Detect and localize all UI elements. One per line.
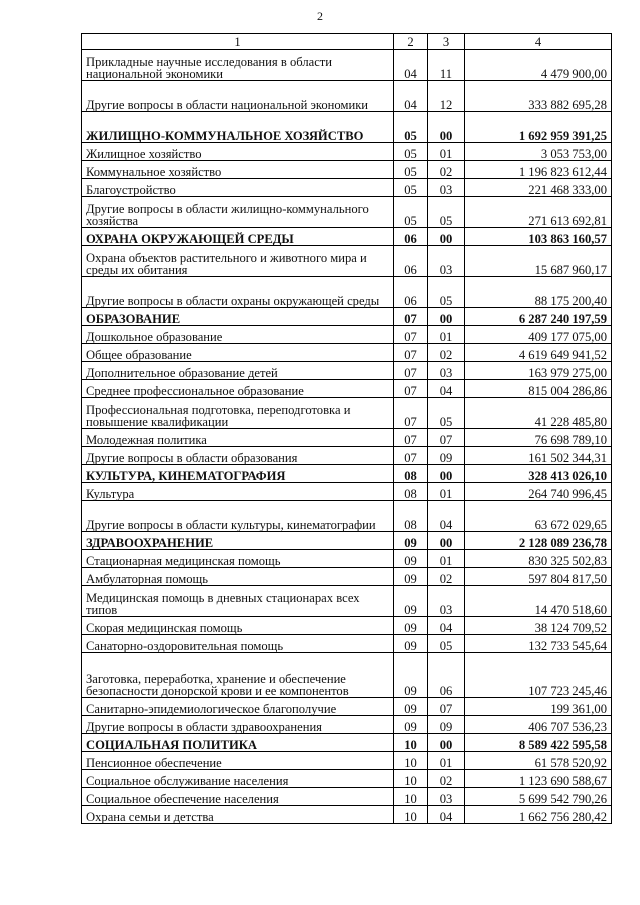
row-amount: 63 672 029,65 bbox=[465, 501, 612, 532]
table-row bbox=[82, 277, 612, 308]
row-amount: 5 699 542 790,26 bbox=[465, 788, 612, 806]
row-subsection-code: 05 bbox=[428, 635, 465, 653]
table-row bbox=[82, 161, 612, 179]
row-name: Другие вопросы в области образования bbox=[82, 447, 394, 465]
row-subsection-code: 01 bbox=[428, 326, 465, 344]
row-subsection-code: 06 bbox=[428, 653, 465, 698]
row-name: СОЦИАЛЬНАЯ ПОЛИТИКА bbox=[82, 734, 394, 752]
row-subsection-code: 00 bbox=[428, 532, 465, 550]
row-section-code: 07 bbox=[394, 326, 428, 344]
row-section-code: 05 bbox=[394, 197, 428, 228]
section-row bbox=[82, 734, 612, 752]
row-section-code: 09 bbox=[394, 653, 428, 698]
row-name: КУЛЬТУРА, КИНЕМАТОГРАФИЯ bbox=[82, 465, 394, 483]
row-amount: 163 979 275,00 bbox=[465, 362, 612, 380]
row-subsection-code: 03 bbox=[428, 788, 465, 806]
row-name: Жилищное хозяйство bbox=[82, 143, 394, 161]
table-row bbox=[82, 617, 612, 635]
table-row bbox=[82, 362, 612, 380]
row-name: Благоустройство bbox=[82, 179, 394, 197]
row-section-code: 06 bbox=[394, 246, 428, 277]
row-name: Скорая медицинская помощь bbox=[82, 617, 394, 635]
table-row bbox=[82, 501, 612, 532]
row-name: ОХРАНА ОКРУЖАЮЩЕЙ СРЕДЫ bbox=[82, 228, 394, 246]
row-subsection-code: 00 bbox=[428, 112, 465, 143]
row-amount: 333 882 695,28 bbox=[465, 81, 612, 112]
row-section-code: 09 bbox=[394, 617, 428, 635]
row-section-code: 09 bbox=[394, 532, 428, 550]
row-subsection-code: 01 bbox=[428, 550, 465, 568]
table-row bbox=[82, 246, 612, 277]
table-row bbox=[82, 716, 612, 734]
row-name: Другие вопросы в области охраны окружающей среды bbox=[82, 277, 394, 308]
row-amount: 1 692 959 391,25 bbox=[465, 112, 612, 143]
row-subsection-code: 02 bbox=[428, 568, 465, 586]
header-row bbox=[82, 34, 612, 50]
row-amount: 61 578 520,92 bbox=[465, 752, 612, 770]
row-amount: 103 863 160,57 bbox=[465, 228, 612, 246]
row-section-code: 10 bbox=[394, 770, 428, 788]
row-amount: 3 053 753,00 bbox=[465, 143, 612, 161]
row-name: Другие вопросы в области здравоохранения bbox=[82, 716, 394, 734]
row-name: Пенсионное обеспечение bbox=[82, 752, 394, 770]
row-name: Дошкольное образование bbox=[82, 326, 394, 344]
row-name: Молодежная политика bbox=[82, 429, 394, 447]
row-amount: 88 175 200,40 bbox=[465, 277, 612, 308]
row-name: Общее образование bbox=[82, 344, 394, 362]
row-amount: 328 413 026,10 bbox=[465, 465, 612, 483]
row-name: Прикладные научные исследования в области национальной экономики bbox=[82, 50, 394, 81]
row-subsection-code: 03 bbox=[428, 362, 465, 380]
table-row bbox=[82, 398, 612, 429]
row-name: Амбулаторная помощь bbox=[82, 568, 394, 586]
table-row bbox=[82, 635, 612, 653]
row-subsection-code: 02 bbox=[428, 344, 465, 362]
table-row bbox=[82, 483, 612, 501]
row-name: Культура bbox=[82, 483, 394, 501]
row-section-code: 09 bbox=[394, 635, 428, 653]
row-name: Санитарно-эпидемиологическое благополучие bbox=[82, 698, 394, 716]
row-subsection-code: 00 bbox=[428, 465, 465, 483]
row-name: Среднее профессиональное образование bbox=[82, 380, 394, 398]
row-subsection-code: 03 bbox=[428, 586, 465, 617]
row-subsection-code: 03 bbox=[428, 179, 465, 197]
row-section-code: 09 bbox=[394, 698, 428, 716]
row-subsection-code: 00 bbox=[428, 228, 465, 246]
row-name: ЖИЛИЩНО-КОММУНАЛЬНОЕ ХОЗЯЙСТВО bbox=[82, 112, 394, 143]
table-row bbox=[82, 586, 612, 617]
row-subsection-code: 07 bbox=[428, 698, 465, 716]
row-subsection-code: 05 bbox=[428, 197, 465, 228]
row-section-code: 07 bbox=[394, 398, 428, 429]
row-subsection-code: 04 bbox=[428, 501, 465, 532]
row-amount: 199 361,00 bbox=[465, 698, 612, 716]
row-subsection-code: 00 bbox=[428, 734, 465, 752]
row-name: Социальное обеспечение населения bbox=[82, 788, 394, 806]
row-amount: 221 468 333,00 bbox=[465, 179, 612, 197]
row-section-code: 09 bbox=[394, 550, 428, 568]
row-amount: 406 707 536,23 bbox=[465, 716, 612, 734]
row-subsection-code: 09 bbox=[428, 447, 465, 465]
row-subsection-code: 12 bbox=[428, 81, 465, 112]
row-name: Охрана семьи и детства bbox=[82, 806, 394, 824]
row-subsection-code: 04 bbox=[428, 806, 465, 824]
row-name: Стационарная медицинская помощь bbox=[82, 550, 394, 568]
row-name: Дополнительное образование детей bbox=[82, 362, 394, 380]
row-section-code: 07 bbox=[394, 429, 428, 447]
row-amount: 38 124 709,52 bbox=[465, 617, 612, 635]
header-col-2: 2 bbox=[394, 34, 428, 50]
table-row bbox=[82, 143, 612, 161]
row-section-code: 08 bbox=[394, 483, 428, 501]
row-subsection-code: 01 bbox=[428, 752, 465, 770]
row-name: Охрана объектов растительного и животного мира и среды их обитания bbox=[82, 246, 394, 277]
row-amount: 271 613 692,81 bbox=[465, 197, 612, 228]
row-name: Профессиональная подготовка, переподготовка и повышение квалификации bbox=[82, 398, 394, 429]
row-name: Коммунальное хозяйство bbox=[82, 161, 394, 179]
row-name: ЗДРАВООХРАНЕНИЕ bbox=[82, 532, 394, 550]
row-section-code: 07 bbox=[394, 308, 428, 326]
row-section-code: 06 bbox=[394, 277, 428, 308]
row-subsection-code: 04 bbox=[428, 380, 465, 398]
table-row bbox=[82, 550, 612, 568]
row-subsection-code: 02 bbox=[428, 161, 465, 179]
row-amount: 1 123 690 588,67 bbox=[465, 770, 612, 788]
section-row bbox=[82, 308, 612, 326]
table-row bbox=[82, 788, 612, 806]
row-subsection-code: 05 bbox=[428, 398, 465, 429]
row-amount: 1 662 756 280,42 bbox=[465, 806, 612, 824]
row-section-code: 07 bbox=[394, 447, 428, 465]
table-body bbox=[82, 50, 612, 824]
section-row bbox=[82, 465, 612, 483]
row-section-code: 06 bbox=[394, 228, 428, 246]
row-name: Социальное обслуживание населения bbox=[82, 770, 394, 788]
row-name: ОБРАЗОВАНИЕ bbox=[82, 308, 394, 326]
table-row bbox=[82, 698, 612, 716]
row-amount: 4 479 900,00 bbox=[465, 50, 612, 81]
page-number: 2 bbox=[317, 9, 323, 23]
row-amount: 264 740 996,45 bbox=[465, 483, 612, 501]
table-row bbox=[82, 50, 612, 81]
row-subsection-code: 07 bbox=[428, 429, 465, 447]
table-row bbox=[82, 429, 612, 447]
section-row bbox=[82, 228, 612, 246]
row-section-code: 07 bbox=[394, 362, 428, 380]
header-col-4: 4 bbox=[465, 34, 612, 50]
row-name: Другие вопросы в области культуры, кинематографии bbox=[82, 501, 394, 532]
row-amount: 161 502 344,31 bbox=[465, 447, 612, 465]
table-row bbox=[82, 653, 612, 698]
row-amount: 830 325 502,83 bbox=[465, 550, 612, 568]
row-name: Другие вопросы в области национальной экономики bbox=[82, 81, 394, 112]
table-row bbox=[82, 770, 612, 788]
row-amount: 15 687 960,17 bbox=[465, 246, 612, 277]
row-section-code: 05 bbox=[394, 112, 428, 143]
row-section-code: 10 bbox=[394, 734, 428, 752]
table-row bbox=[82, 568, 612, 586]
row-section-code: 10 bbox=[394, 788, 428, 806]
table-row bbox=[82, 344, 612, 362]
row-name: Заготовка, переработка, хранение и обеспечение безопасности донорской крови и ее компонентов bbox=[82, 653, 394, 698]
budget-table bbox=[81, 33, 612, 824]
row-amount: 132 733 545,64 bbox=[465, 635, 612, 653]
row-amount: 409 177 075,00 bbox=[465, 326, 612, 344]
row-section-code: 05 bbox=[394, 161, 428, 179]
row-amount: 8 589 422 595,58 bbox=[465, 734, 612, 752]
row-amount: 14 470 518,60 bbox=[465, 586, 612, 617]
table-row bbox=[82, 806, 612, 824]
row-section-code: 05 bbox=[394, 179, 428, 197]
row-amount: 2 128 089 236,78 bbox=[465, 532, 612, 550]
row-name: Медицинская помощь в дневных стационарах всех типов bbox=[82, 586, 394, 617]
row-section-code: 04 bbox=[394, 50, 428, 81]
table-row bbox=[82, 81, 612, 112]
row-section-code: 08 bbox=[394, 501, 428, 532]
row-name: Санаторно-оздоровительная помощь bbox=[82, 635, 394, 653]
row-section-code: 08 bbox=[394, 465, 428, 483]
row-amount: 597 804 817,50 bbox=[465, 568, 612, 586]
row-subsection-code: 00 bbox=[428, 308, 465, 326]
row-section-code: 04 bbox=[394, 81, 428, 112]
table-row bbox=[82, 380, 612, 398]
row-name: Другие вопросы в области жилищно-коммунального хозяйства bbox=[82, 197, 394, 228]
section-row bbox=[82, 532, 612, 550]
row-amount: 41 228 485,80 bbox=[465, 398, 612, 429]
table-row bbox=[82, 326, 612, 344]
row-amount: 1 196 823 612,44 bbox=[465, 161, 612, 179]
row-section-code: 09 bbox=[394, 568, 428, 586]
row-section-code: 05 bbox=[394, 143, 428, 161]
row-subsection-code: 01 bbox=[428, 143, 465, 161]
row-subsection-code: 04 bbox=[428, 617, 465, 635]
row-subsection-code: 05 bbox=[428, 277, 465, 308]
row-subsection-code: 02 bbox=[428, 770, 465, 788]
table-row bbox=[82, 447, 612, 465]
row-section-code: 09 bbox=[394, 586, 428, 617]
row-section-code: 07 bbox=[394, 380, 428, 398]
table-row bbox=[82, 179, 612, 197]
table-row bbox=[82, 752, 612, 770]
row-subsection-code: 11 bbox=[428, 50, 465, 81]
row-subsection-code: 09 bbox=[428, 716, 465, 734]
table-row bbox=[82, 197, 612, 228]
row-amount: 4 619 649 941,52 bbox=[465, 344, 612, 362]
section-row bbox=[82, 112, 612, 143]
row-subsection-code: 03 bbox=[428, 246, 465, 277]
row-amount: 76 698 789,10 bbox=[465, 429, 612, 447]
row-subsection-code: 01 bbox=[428, 483, 465, 501]
row-amount: 815 004 286,86 bbox=[465, 380, 612, 398]
header-col-3: 3 bbox=[428, 34, 465, 50]
header-col-1: 1 bbox=[82, 34, 394, 50]
row-section-code: 09 bbox=[394, 716, 428, 734]
row-section-code: 10 bbox=[394, 806, 428, 824]
row-amount: 107 723 245,46 bbox=[465, 653, 612, 698]
row-amount: 6 287 240 197,59 bbox=[465, 308, 612, 326]
row-section-code: 07 bbox=[394, 344, 428, 362]
row-section-code: 10 bbox=[394, 752, 428, 770]
